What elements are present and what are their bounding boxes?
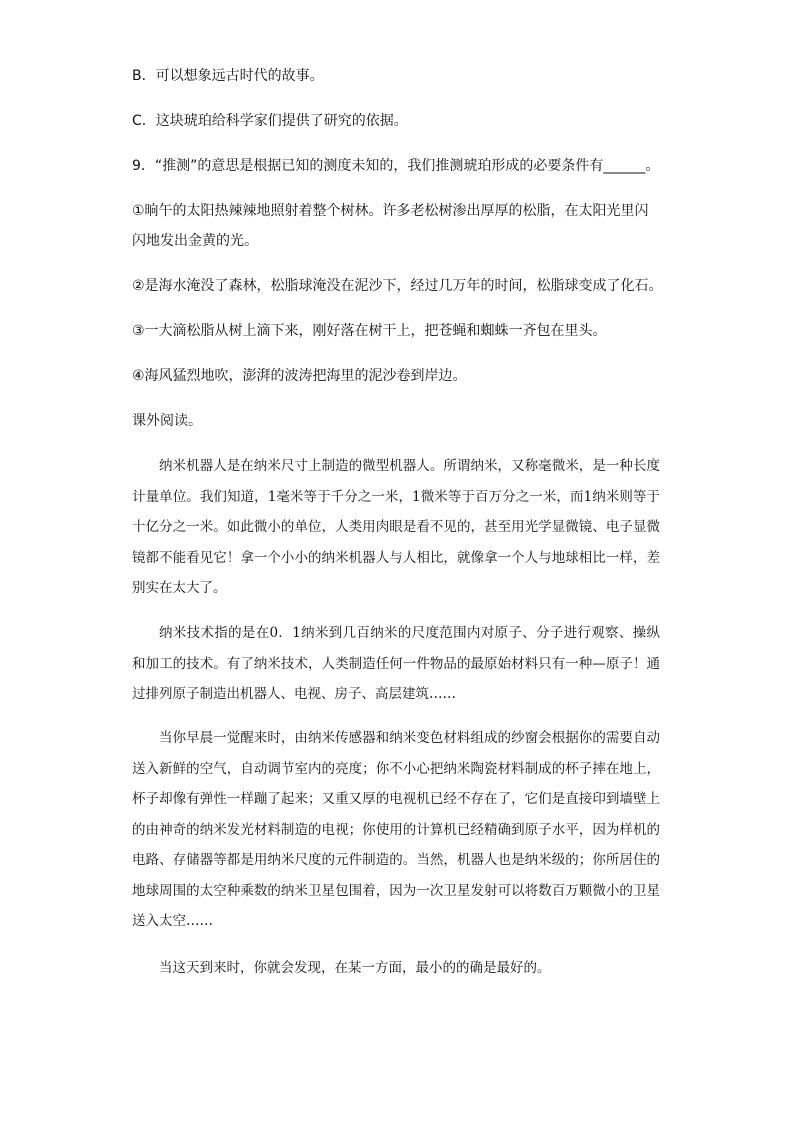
passage-paragraph-2: 纳米技术指的是在0．1纳米到几百纳米的尺度范围内对原子、分子进行观察、操纵和加工的技术。有了纳米技术，人类制造任何一件物品的最原始材料只有一种—原子！通过排列原子制造出机器人、电视、房子、高层建筑……: [132, 625, 660, 702]
option-b: B．可以想象远古时代的故事。: [132, 68, 324, 84]
answer-item-3: ③一大滴松脂从树上滴下来，刚好落在树干上，把苍蝇和蜘蛛一齐包在里头。: [132, 323, 607, 339]
section-title: 课外阅读。: [132, 413, 202, 429]
answer-item-1-line-2: 闪地发出金黄的光。: [132, 233, 258, 249]
option-c: C．这块琥珀给科学家们提供了研究的依据。: [132, 113, 408, 129]
answer-item-4: ④海风猛烈地吹，澎湃的波涛把海里的泥沙卷到岸边。: [132, 368, 467, 384]
question-9: 9．“推测”的意思是根据已知的测度未知的，我们推测琥珀形成的必要条件有______。: [132, 158, 660, 174]
passage-paragraph-1: 纳米机器人是在纳米尺寸上制造的微型机器人。所谓纳米，又称毫微米，是一种长度计量单位。我们知道，1毫米等于千分之一米，1微米等于百万分之一米，而1纳米则等于十亿分之一米。如此微小的单位，人类用肉眼是看不见的，甚至用光学显微镜、电子显微镜都不能看见它！拿一个小小的纳米机器人与人相比，就像拿一个人与地球相比一样，差别实在太大了。: [132, 458, 660, 596]
answer-item-1-line-1: ①晌午的太阳热辣辣地照射着整个树林。许多老松树渗出厚厚的松脂，在太阳光里闪: [132, 203, 649, 219]
passage-paragraph-3: 当你早晨一觉醒来时，由纳米传感器和纳米变色材料组成的纱窗会根据你的需要自动送入新鲜的空气，自动调节室内的亮度；你不小心把纳米陶瓷材料制成的杯子摔在地上，杯子却像有弹性一样蹦了起来；又重又厚的电视机已经不存在了，它们是直接印到墙壁上的由神奇的纳米发光材料制造的电视；你使用的计算机已经精确到原子水平，因为样机的电路、存储器等都是用纳米尺度的元件制造的。当然，机器人也是纳米级的；你所居住的地球周围的太空种乘数的纳米卫星包围着，因为一次卫星发射可以将数百万颗微小的卫星送入太空……: [132, 730, 660, 929]
answer-item-2: ②是海水淹没了森林，松脂球淹没在泥沙下，经过几万年的时间，松脂球变成了化石。: [132, 278, 663, 294]
passage-paragraph-4: 当这天到来时，你就会发现，在某一方面，最小的的确是最好的。: [159, 960, 551, 976]
